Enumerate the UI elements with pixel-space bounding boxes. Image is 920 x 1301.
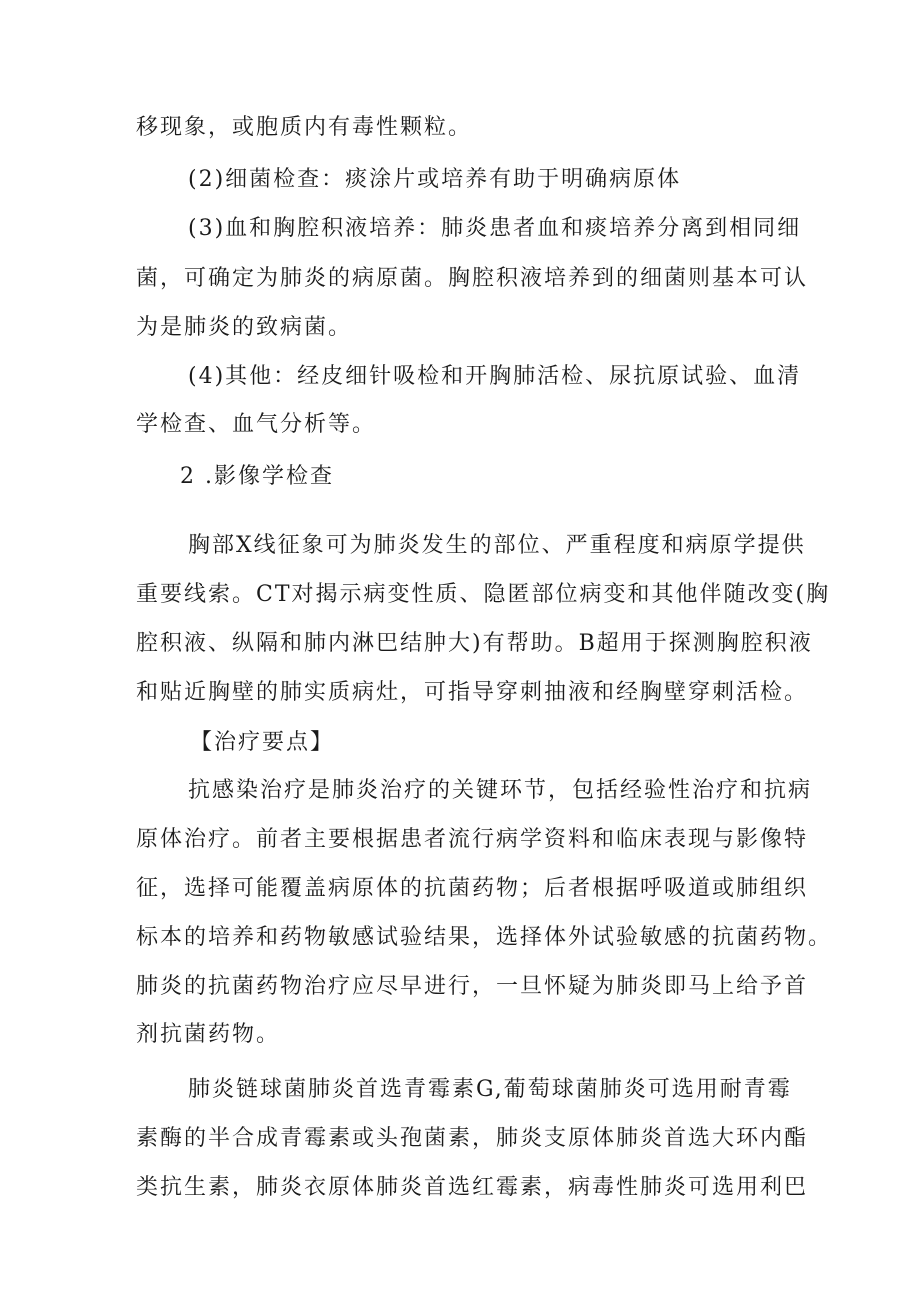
text-line: 原体治疗。前者主要根据患者流行病学资料和临床表现与影像特	[136, 827, 809, 852]
text-line: 学检查、血气分析等。	[136, 412, 377, 437]
text-line: 重要线索。CT对揭示病变性质、隐匿部位病变和其他伴随改变(胸	[136, 582, 831, 607]
list-item-blood-culture: (3)血和胸腔积液培养：肺炎患者血和痰培养分离到相同细	[188, 216, 802, 241]
paragraph-antibiotics: 肺炎链球菌肺炎首选青霉素G,葡萄球菌肺炎可选用耐青霉	[188, 1077, 792, 1102]
text-line: 腔积液、纵隔和肺内淋巴结肿大)有帮助。B超用于探测胸腔积液	[136, 631, 813, 656]
text-line: 标本的培养和药物敏感试验结果，选择体外试验敏感的抗菌药物。	[136, 925, 833, 950]
text-line: 为是肺炎的致病菌。	[136, 315, 353, 340]
text-line: 剂抗菌药物。	[136, 1022, 281, 1047]
section-heading-imaging: 2 .影像学检查	[180, 464, 334, 489]
paragraph-imaging: 胸部X线征象可为肺炎发生的部位、严重程度和病原学提供	[188, 533, 806, 558]
paragraph-treatment: 抗感染治疗是肺炎治疗的关键环节，包括经验性治疗和抗病	[188, 778, 813, 803]
text-line: 征，选择可能覆盖病原体的抗菌药物；后者根据呼吸道或肺组织	[136, 876, 809, 901]
text-line: 移现象，或胞质内有毒性颗粒。	[136, 115, 473, 140]
text-line: 素酶的半合成青霉素或头孢菌素，肺炎支原体肺炎首选大环内酯	[136, 1126, 809, 1151]
text-line: 菌，可确定为肺炎的病原菌。胸腔积液培养到的细菌则基本可认	[136, 266, 809, 291]
text-line: 类抗生素，肺炎衣原体肺炎首选红霉素，病毒性肺炎可选用利巴	[136, 1175, 809, 1200]
list-item-other: (4)其他：经皮细针吸检和开胸肺活检、尿抗原试验、血清	[188, 364, 802, 389]
text-line: 肺炎的抗菌药物治疗应尽早进行，一旦怀疑为肺炎即马上给予首	[136, 974, 809, 999]
list-item-bacteria-exam: (2)细菌检查：痰涂片或培养有助于明确病原体	[188, 167, 682, 192]
section-heading-treatment: 【治疗要点】	[190, 730, 335, 755]
text-line: 和贴近胸壁的肺实质病灶，可指导穿刺抽液和经胸壁穿刺活检。	[136, 680, 809, 705]
